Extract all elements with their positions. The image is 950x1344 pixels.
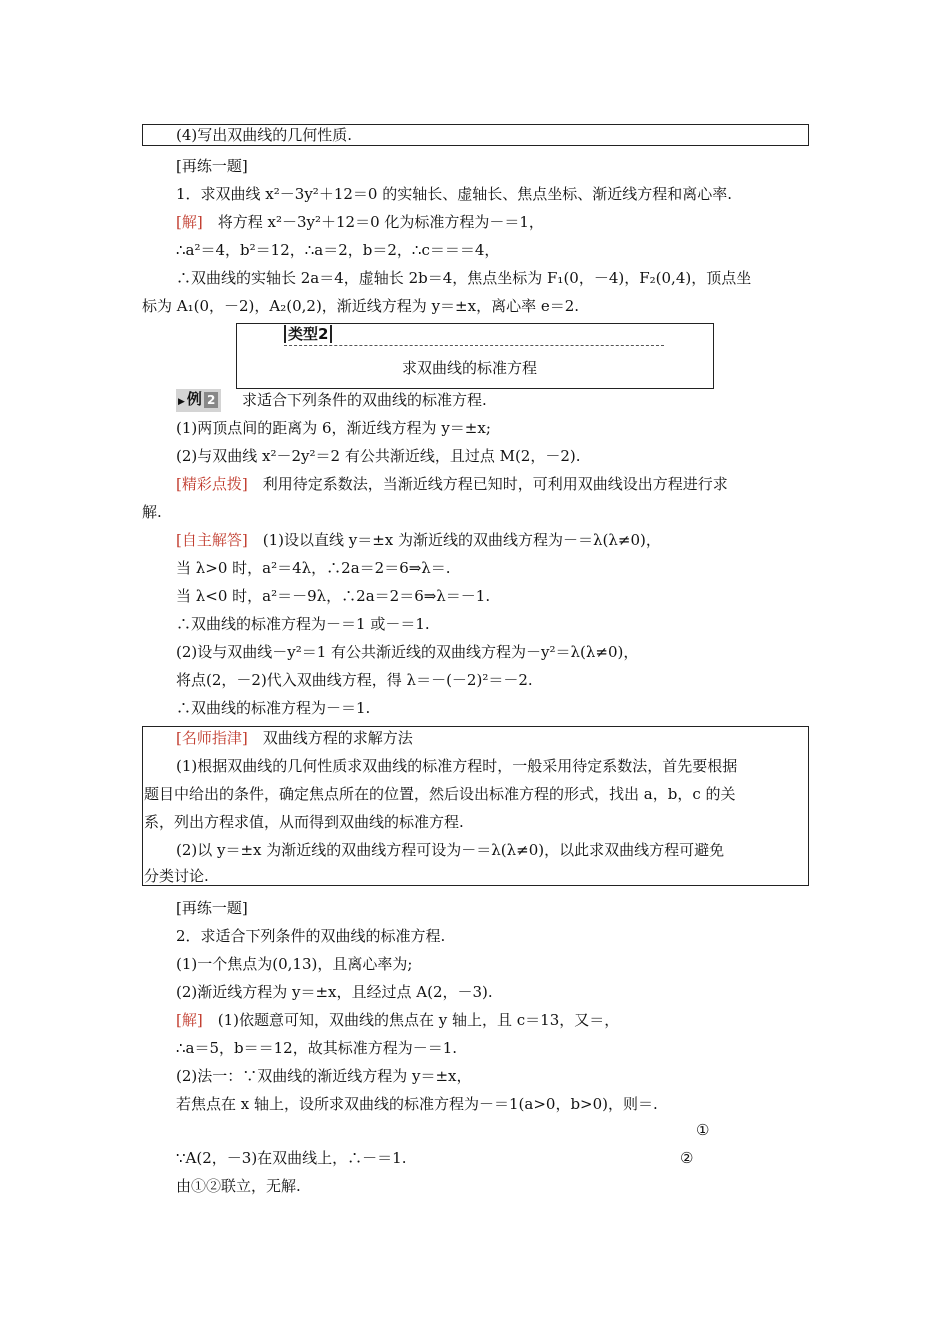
hint-text: 利用待定系数法，当渐近线方程已知时，可利用双曲线设出方程进行求 — [247, 475, 728, 493]
tips-line: 题目中给出的条件，确定焦点所在的位置，然后设出标准方程的形式，找出 a，b，c 的关 — [144, 785, 736, 803]
hint-tag: [精彩点拨] — [176, 475, 248, 493]
practice-condition: (2)渐近线方程为 y＝±x，且经过点 A(2，－3). — [176, 983, 493, 1001]
hint-line: 解. — [142, 503, 162, 521]
solution-line: ∴a＝5，b＝＝12，故其标准方程为－＝1. — [176, 1039, 458, 1057]
solution-line: ∴a²＝4，b²＝12，∴a＝2，b＝2，∴c＝＝＝4， — [176, 241, 500, 259]
hint-line — [176, 474, 728, 494]
practice-heading: [再练一题] — [176, 157, 248, 175]
example-condition: (1)两顶点间的距离为 6，渐近线方程为 y＝±x; — [176, 419, 491, 437]
solution-line: (2)法一：∵双曲线的渐近线方程为 y＝±x， — [176, 1067, 472, 1085]
answer-line — [176, 530, 661, 550]
property-text: (4)写出双曲线的几何性质. — [176, 126, 353, 144]
tips-tag: [名师指津] — [176, 729, 248, 747]
answer-line: ∴双曲线的标准方程为－＝1 或－＝1. — [176, 615, 430, 633]
answer-line: 当 λ<0 时，a²＝－9λ，∴2a＝2＝6⇒λ＝－1. — [176, 587, 491, 605]
solution-text: 将方程 x²－3y²＋12＝0 化为标准方程为－＝1， — [202, 213, 544, 231]
tips-line: (2)以 y＝±x 为渐近线的双曲线方程可设为－＝λ(λ≠0)，以此求双曲线方程可避免 — [176, 841, 725, 859]
answer-text: (1)设以直线 y＝±x 为渐近线的双曲线方程为－＝λ(λ≠0)， — [247, 531, 661, 549]
answer-line: 当 λ>0 时，a²＝4λ，∴2a＝2＝6⇒λ＝. — [176, 559, 451, 577]
solution-line — [176, 212, 544, 232]
type-title: 求双曲线的标准方程 — [402, 359, 538, 377]
tips-box — [142, 726, 809, 886]
example-question: 求适合下列条件的双曲线的标准方程. — [242, 391, 487, 409]
tips-title: 双曲线方程的求解方法 — [247, 729, 413, 747]
equation-marker: ① — [696, 1121, 710, 1139]
tips-line: 分类讨论. — [144, 867, 209, 885]
solution-line: ∴双曲线的实轴长 2a＝4，虚轴长 2b＝4，焦点坐标为 F₁(0，－4)，F₂(0,4)，顶点坐 — [176, 269, 752, 287]
solution-line — [176, 1010, 619, 1030]
answer-tag: [自主解答] — [176, 531, 248, 549]
practice-heading: [再练一题] — [176, 899, 248, 917]
tips-line: 系，列出方程求值，从而得到双曲线的标准方程. — [144, 813, 464, 831]
answer-line: (2)设与双曲线－y²＝1 有公共渐近线的双曲线方程为－y²＝λ(λ≠0)， — [176, 643, 639, 661]
solution-tag: [解] — [176, 213, 203, 231]
practice-question: 2．求适合下列条件的双曲线的标准方程. — [176, 927, 446, 945]
answer-line: ∴双曲线的标准方程为－＝1. — [176, 699, 371, 717]
example-number: 2 — [204, 392, 218, 408]
answer-line: 将点(2，－2)代入双曲线方程，得 λ＝－(－2)²＝－2. — [176, 671, 533, 689]
equation-marker: ② — [680, 1149, 694, 1167]
solution-line: 若焦点在 x 轴上，设所求双曲线的标准方程为－＝1(a>0，b>0)，则＝. — [176, 1095, 658, 1113]
solution-tag: [解] — [176, 1011, 203, 1029]
example-badge — [176, 389, 221, 412]
solution-text: (1)依题意可知，双曲线的焦点在 y 轴上，且 c＝13，又＝， — [202, 1011, 620, 1029]
practice-condition: (1)一个焦点为(0,13)，且离心率为; — [176, 955, 413, 973]
triangle-icon: ▶ — [178, 397, 185, 407]
practice-question: 1．求双曲线 x²－3y²＋12＝0 的实轴长、虚轴长、焦点坐标、渐近线方程和离心率. — [176, 185, 732, 203]
solution-line: 标为 A₁(0，－2)，A₂(0,2)，渐近线方程为 y＝±x，离心率 e＝2. — [142, 297, 580, 315]
example-badge-label: 例 — [186, 390, 202, 408]
tips-heading — [176, 728, 413, 748]
tips-line: (1)根据双曲线的几何性质求双曲线的标准方程时，一般采用待定系数法，首先要根据 — [176, 757, 738, 775]
type-divider — [284, 345, 664, 346]
type-label: 类型2 — [284, 325, 332, 343]
example-condition: (2)与双曲线 x²－2y²＝2 有公共渐近线，且过点 M(2，－2). — [176, 447, 581, 465]
solution-line: 由①②联立，无解. — [176, 1177, 301, 1195]
solution-line: ∵A(2，－3)在双曲线上，∴－＝1. — [176, 1149, 407, 1167]
